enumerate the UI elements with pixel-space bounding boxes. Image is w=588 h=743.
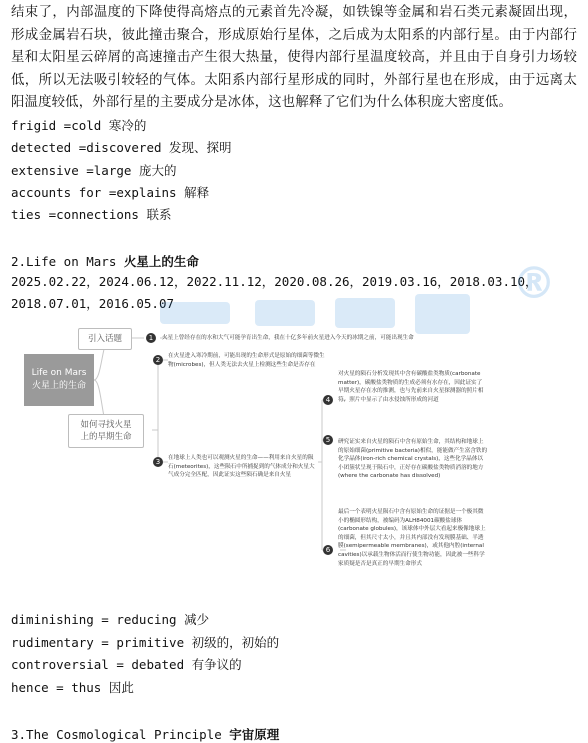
mind-map-leaf: 在地球上人类也可以观测火星的生命——利用来自火星的陨石(meteorites)，这些陨石中所捕捉到的气体成分和火星大气成分完全匹配，因此证实这些陨石确是来自火星 — [168, 455, 315, 479]
vocab-item: hence = thus 因此 — [11, 680, 134, 695]
mind-map-root: Life on Mars 火星上的生命 — [24, 354, 94, 406]
vocab-item: accounts for =explains 解释 — [11, 185, 210, 200]
number-badge: 4 — [323, 395, 333, 405]
vocab-item: detected =discovered 发现、探明 — [11, 140, 232, 155]
vocab-item: extensive =large 庞大的 — [11, 163, 177, 178]
mind-map-leaf: 在火星进入寒冷期前，可能出现的生命形式是原始的细菌等微生物(microbes)，但人类无法去火星上检测这些生命是否存在 — [168, 353, 325, 368]
mind-map — [10, 322, 578, 602]
vocab-item: frigid =cold 寒冷的 — [11, 118, 147, 133]
vocab-item: rudimentary = primitive 初级的，初始的 — [11, 635, 280, 650]
number-badge: 6 — [323, 545, 333, 555]
vocab-item: diminishing = reducing 减少 — [11, 612, 210, 627]
registered-watermark: ® — [512, 258, 556, 309]
mind-map-leaf: 对火星的陨石分析发现其中含有碳酸盐类物质(carbonate matter)，碳酸盐类物质的生成必须有水存在，因此证实了早期火星存在水的推测，也与先前来自火星探测器的照片相符，照片中显示了由水侵蚀所形成的河道 — [338, 371, 484, 403]
mind-map-leaf: 研究证实来自火星的陨石中含有原始生命，其结构和地球上的原始细菌(primitive bacteria)相似，能能做产生富含铁的化学晶体(iron-rich chemical crystals)，这些化学晶体以小团簇状呈现于陨石中，正好存在碳酸盐类物质消溶的地方(where the carbonate has dissolved) — [338, 439, 488, 480]
number-badge: 1 — [146, 333, 156, 343]
vocab-item: ties =connections 联系 — [11, 207, 172, 222]
mind-map-leaf: 最后一个表明火星陨石中含有原始生命的证据是一个极其微小的椭圆形结构，被编码为ALH84001碳酸盐球体(carbonate globules)，该球体中外层大看起来极像地球上的细菌，但其尺寸太小，并且其内部没有发现膜基础、半透膜(semipermeable membranes)，或其他内腔(internal cavities)以承载生物体活而行使生物功能，因此被一些科学家质疑是否是真正的早期生命形式 — [338, 509, 486, 567]
section-heading: 2.Life on Mars 火星上的生命 — [11, 254, 199, 269]
branch-find-early-life: 如何寻找火星 上的早期生命 — [68, 414, 144, 448]
branch-intro-topic: 引入话题 — [78, 328, 132, 350]
vocab-item: controversial = debated 有争议的 — [11, 657, 242, 672]
number-badge: 5 — [323, 435, 333, 445]
exam-dates: 2025.02.22，2024.06.12，2022.11.12，2020.08.26，2019.03.16，2018.03.10，2018.07.01，2016.05.07 — [11, 274, 538, 311]
number-badge: 2 — [153, 355, 163, 365]
number-badge: 3 — [153, 457, 163, 467]
section-heading: 3.The Cosmological Principle 宇宙原理 — [11, 727, 280, 742]
mind-map-leaf: 火星上曾经存在的水和大气可能孕育出生命，我在十亿多年前火星进入今天的冰期之前，可能出现生命 — [162, 335, 414, 341]
body-paragraph: 结束了，内部温度的下降使得高熔点的元素首先冷凝，如铁镍等金属和岩石类元素凝固出现，形成金属岩石块，彼此撞击聚合，形成原始行星体，之后成为太阳系的内部行星。由于内部行星和太阳星云碎屑的高速撞击产生很大热量，使得内部行星温度较高，并且由于自身引力场较低，所以无法吸引较轻的气体。太阳系内部行星形成的同时，外部行星也在形成，由于远离太阳温度较低，外部行星的主要成分是冰体，这也解释了它们为什么体积庞大密度低。 — [11, 5, 577, 110]
